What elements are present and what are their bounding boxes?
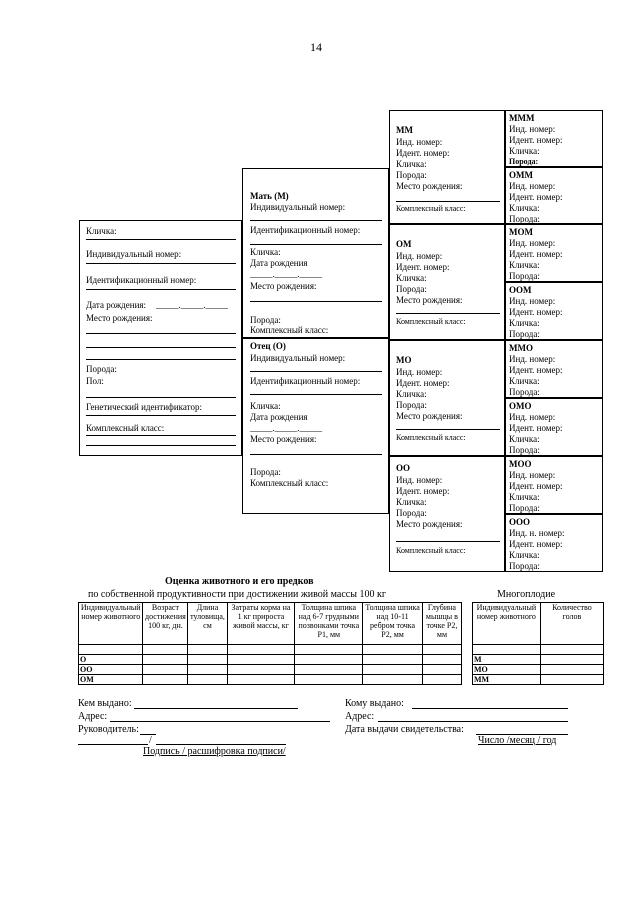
row-label: ММ [473,675,541,685]
signature-slash: / [149,735,152,746]
great-grandparent-ind-label: Инд. н. номер: [509,528,565,538]
date-format-caption: Число /месяц / год [478,735,557,746]
grandparent-breed-label: Порода: [396,400,427,410]
grandparent-complex-class-label: Комплексный класс: [396,204,466,213]
great-grandparent-nickname-label: Кличка: [509,318,540,328]
father-complex-class-label: Комплексный класс: [250,478,329,488]
table-row [79,665,462,675]
great-grandparent-nickname-label: Кличка: [509,550,540,560]
address-left-label: Адрес: [78,711,108,722]
animal-genetic-id-label: Генетический идентификатор: [86,402,202,412]
column-header: Количество голов [540,603,603,645]
grandparent-ind-label: Инд. номер: [396,367,443,377]
great-grandparent-ind-label: Инд. номер: [509,412,556,422]
grandparent-title: ОО [396,463,411,473]
father-identification-number-label: Идентификационный номер: [250,376,361,386]
great-grandparent-breed-label: Порода: [509,387,540,397]
great-grandparent-title: МОО [509,459,532,469]
great-grandparent-breed-label: Порода: [509,329,540,339]
great-grandparent-breed-label: Порода: [509,445,540,455]
evaluation-title: Оценка животного и его предков [165,576,314,587]
mother-birth-date-label: Дата рождения [250,258,308,268]
grandparent-ident-label: Идент. номер: [396,262,450,272]
father-nickname-label: Кличка: [250,401,281,411]
great-grandparent-breed-label: Порода: [509,271,540,281]
great-grandparent-ind-label: Инд. номер: [509,296,556,306]
great-grandparent-nickname-label: Кличка: [509,146,540,156]
grandparent-breed-label: Порода: [396,170,427,180]
row-label: ОМ [79,675,143,685]
litter-table [472,602,604,685]
father-breed-label: Порода: [250,467,281,477]
father-birth-place-label: Место рождения: [250,434,317,444]
great-grandparent-title: МОМ [509,227,533,237]
column-header: Длина туловища, см [188,603,227,645]
father-birth-date-blanks: _____._____._____ [250,423,322,433]
column-header: Возраст достижения 100 кг, дн. [143,603,188,645]
signature-caption: Подпись / расшифровка подписи/ [143,746,286,757]
mother-box [242,168,389,338]
grandparent-nickname-label: Кличка: [396,497,427,507]
grandparent-ident-label: Идент. номер: [396,148,450,158]
grandparent-nickname-label: Кличка: [396,159,427,169]
evaluation-table [78,602,462,685]
great-grandparent-box-ooo [505,514,603,572]
table-row [473,645,604,655]
issued-to-label: Кому выдано: [345,698,404,709]
great-grandparent-box-mmo [505,340,603,398]
table-row [79,645,462,655]
row-label: МО [473,665,541,675]
column-header: Толщина шпика над 10-11 ребром точка P2, мм [363,603,423,645]
row-label: М [473,655,541,665]
great-grandparent-nickname-label: Кличка: [509,260,540,270]
head-label: Руководитель: [78,724,139,735]
animal-complex-class-label: Комплексный класс: [86,423,165,433]
row-label [79,645,143,655]
great-grandparent-box-mmm [505,110,603,167]
animal-birth-date-label: Дата рождения: [86,300,147,310]
grandparent-complex-class-label: Комплексный класс: [396,317,466,326]
grandparent-ident-label: Идент. номер: [396,378,450,388]
great-grandparent-title: ОММ [509,170,533,180]
great-grandparent-breed-label: Порода: [509,503,540,513]
grandparent-complex-class-label: Комплексный класс: [396,546,466,555]
great-grandparent-ident-label: Идент. номер: [509,135,563,145]
great-grandparent-box-omm [505,167,603,224]
mother-individual-number-label: Индивидуальный номер: [250,202,346,212]
animal-sex-label: Пол: [86,376,104,386]
great-grandparent-breed-label: Порода: [509,214,540,224]
grandparent-birth-place-label: Место рождения: [396,411,463,421]
great-grandparent-nickname-label: Кличка: [509,434,540,444]
great-grandparent-title: МММ [509,113,535,123]
great-grandparent-ident-label: Идент. номер: [509,365,563,375]
issued-by-label: Кем выдано: [78,698,132,709]
grandparent-title: ММ [396,125,413,135]
column-header: Затраты корма на 1 кг прироста живой массы, кг [227,603,295,645]
great-grandparent-box-oom [505,282,603,340]
father-individual-number-label: Индивидуальный номер: [250,353,346,363]
issue-date-label: Дата выдачи свидетельства: [345,724,464,735]
column-header: Индивидуальный номер животного [79,603,143,645]
animal-breed-label: Порода: [86,364,117,374]
father-birth-date-label: Дата рождения [250,412,308,422]
great-grandparent-ind-label: Инд. номер: [509,181,556,191]
great-grandparent-ident-label: Идент. номер: [509,539,563,549]
great-grandparent-nickname-label: Кличка: [509,376,540,386]
grandparent-birth-place-label: Место рождения: [396,181,463,191]
great-grandparent-ind-label: Инд. номер: [509,470,556,480]
great-grandparent-ind-label: Инд. номер: [509,124,556,134]
mother-breed-label: Порода: [250,315,281,325]
page-number: 14 [310,40,322,54]
animal-box [79,220,242,456]
grandparent-complex-class-label: Комплексный класс: [396,433,466,442]
table-row [473,675,604,685]
grandparent-breed-label: Порода: [396,284,427,294]
great-grandparent-ind-label: Инд. номер: [509,238,556,248]
litter-title: Многоплодие [497,589,556,600]
grandparent-ind-label: Инд. номер: [396,475,443,485]
grandparent-title: МО [396,355,412,365]
great-grandparent-nickname-label: Кличка: [509,492,540,502]
great-grandparent-title: ОМО [509,401,532,411]
animal-nickname-label: Кличка: [86,226,117,236]
animal-individual-number-label: Индивидуальный номер: [86,249,182,259]
great-grandparent-title: ООМ [509,285,532,295]
grandparent-birth-place-label: Место рождения: [396,519,463,529]
table-row [79,655,462,665]
grandparent-box-mm [389,110,505,224]
grandparent-nickname-label: Кличка: [396,273,427,283]
grandparent-title: ОМ [396,239,412,249]
address-right-label: Адрес: [345,711,375,722]
great-grandparent-breed-label: Порода: [509,561,540,571]
grandparent-breed-label: Порода: [396,508,427,518]
great-grandparent-breed-label: Порода: [509,157,539,166]
mother-birth-place-label: Место рождения: [250,281,317,291]
great-grandparent-title: ММО [509,343,533,353]
column-header: Индивидуальный номер животного [473,603,541,645]
great-grandparent-ident-label: Идент. номер: [509,249,563,259]
great-grandparent-box-mom [505,224,603,282]
mother-nickname-label: Кличка: [250,247,281,257]
grandparent-box-oo [389,456,505,572]
great-grandparent-ident-label: Идент. номер: [509,423,563,433]
mother-complex-class-label: Комплексный класс: [250,325,329,335]
grandparent-ident-label: Идент. номер: [396,486,450,496]
grandparent-ind-label: Инд. номер: [396,251,443,261]
evaluation-subtitle: по собственной продуктивности при достижении живой массы 100 кг [88,589,386,600]
great-grandparent-nickname-label: Кличка: [509,203,540,213]
grandparent-box-mo [389,340,505,456]
great-grandparent-ident-label: Идент. номер: [509,307,563,317]
column-header: Глубина мышцы в точке P2, мм [422,603,461,645]
table-row [79,675,462,685]
great-grandparent-box-moo [505,456,603,514]
great-grandparent-title: ООО [509,517,531,527]
table-row [473,665,604,675]
animal-birth-place-label: Место рождения: [86,313,153,323]
mother-identification-number-label: Идентификационный номер: [250,225,361,235]
table-row [473,655,604,665]
grandparent-ind-label: Инд. номер: [396,137,443,147]
grandparent-box-om [389,224,505,340]
animal-identification-number-label: Идентификационный номер: [86,275,197,285]
mother-birth-date-blanks: _____._____._____ [250,269,322,279]
row-label: ОО [79,665,143,675]
great-grandparent-ind-label: Инд. номер: [509,354,556,364]
great-grandparent-box-omo [505,398,603,456]
great-grandparent-ident-label: Идент. номер: [509,192,563,202]
row-label: О [79,655,143,665]
column-header: Толщина шпика над 6-7 грудными позвонками точка P1, мм [295,603,363,645]
father-box [242,338,389,514]
great-grandparent-ident-label: Идент. номер: [509,481,563,491]
grandparent-nickname-label: Кличка: [396,389,427,399]
animal-birth-date-blanks: _____._____._____ [156,300,228,310]
grandparent-birth-place-label: Место рождения: [396,295,463,305]
father-title: Отец (О) [250,341,286,351]
row-label [473,645,541,655]
mother-title: Мать (М) [250,191,289,201]
